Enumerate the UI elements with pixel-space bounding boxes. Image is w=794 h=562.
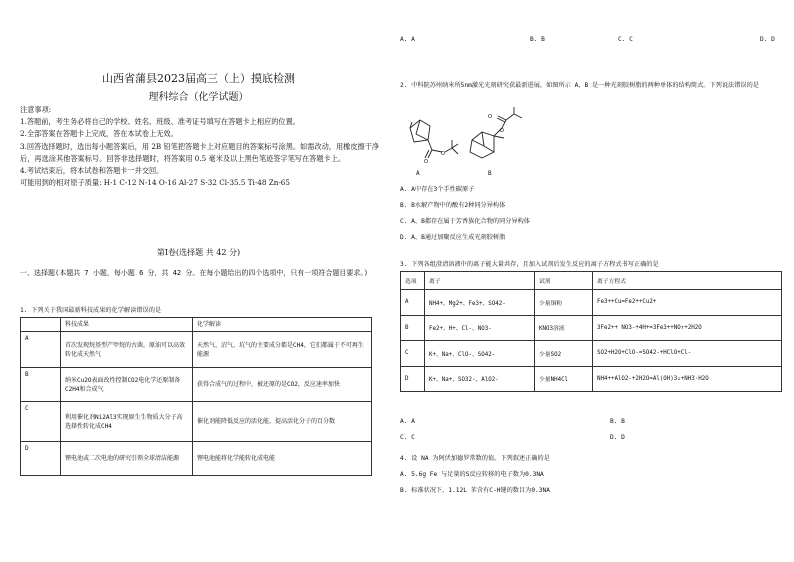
section-instruction: 一、选择题(本题共 7 小题，每小题 6 分，共 42 分。在每小题给出的四个选项中，只有一项符合题目要求。) xyxy=(20,269,369,277)
table-cell: NH4++AlO2-+2H2O=Al(OH)3↓+NH3·H2O xyxy=(593,366,782,392)
table-cell: A xyxy=(401,290,425,316)
table-cell: 利用催化剂Ni2Al3实现原生生物质大分子高选择性转化成CH4 xyxy=(61,402,193,442)
table-cell: 锂电池能将化学能转化成电能 xyxy=(193,442,372,476)
table-header-row xyxy=(21,318,372,332)
table-row xyxy=(21,442,372,476)
table-cell: D xyxy=(401,366,425,392)
note-item: 3.回答选择题时，选出每小题答案后，用 2B 铅笔把答题卡上对应题目的答案标号涂黑。如需改动，用橡皮擦干净后，再选涂其他答案标号。回答非选择题时，将答案用 0.5 毫米及以上黑色笔迹签字笔写在答题卡上。 xyxy=(20,141,380,163)
question-4-stem: 4. 设 NA 为阿伏加德罗常数的值。下列叙述正确的是 xyxy=(400,455,550,462)
molecule-b-label: B xyxy=(488,170,492,177)
option: A. 5.6g Fe 与足量的S反应转移的电子数为0.3NA xyxy=(400,471,544,478)
table-header-row xyxy=(401,272,782,290)
table-cell: SO2+H2O+ClO-=SO42-+HClO+Cl- xyxy=(593,341,782,367)
option: D. D xyxy=(760,36,775,43)
table-header-cell: 离子 xyxy=(425,272,535,290)
table-header-cell: 化学解读 xyxy=(193,318,372,332)
section-title: 第Ⅰ卷(选择题 共 42 分) xyxy=(156,248,241,257)
question-4 xyxy=(400,451,550,499)
question-3-stem: 3. 下列各组澄清溶液中的离子能大量共存，且加入试剂后发生反应的离子方程式书写正确的是 xyxy=(400,261,659,268)
table-cell: C xyxy=(401,341,425,367)
table-cell: 锂电池或二次电池的研究引领全球清洁能源 xyxy=(61,442,193,476)
svg-text:O: O xyxy=(488,114,492,120)
svg-text:O: O xyxy=(424,159,428,165)
table-header-cell: 试剂 xyxy=(535,272,593,290)
table-cell: K+、Na+、SO32-、AlO2- xyxy=(425,366,535,392)
svg-text:O: O xyxy=(441,151,445,157)
option: C. A、B都存在属于芳香族化合物的同分异构体 xyxy=(400,218,530,225)
table-cell: 少量NH4Cl xyxy=(535,366,593,392)
note-item: 4.考试结束后，将本试卷和答题卡一并交回。 xyxy=(20,166,164,176)
table-row xyxy=(21,332,372,368)
table-cell: 少量铜粉 xyxy=(535,290,593,316)
notes-heading: 注意事项: xyxy=(20,105,52,114)
table-row xyxy=(21,402,372,442)
table-header-cell: 选项 xyxy=(401,272,425,290)
notes-block xyxy=(20,104,388,189)
option: C. C xyxy=(618,36,633,43)
option: B. B水解产物中的酸有2种同分异构体 xyxy=(400,202,506,209)
table-row xyxy=(401,315,782,341)
option: A. A xyxy=(400,36,415,43)
option: D. D xyxy=(610,434,625,441)
table-header-cell: 科技成果 xyxy=(61,318,193,332)
question-3-table xyxy=(400,271,782,392)
molecule-a-structure xyxy=(402,110,462,170)
exam-subtitle: 理科综合（化学试题） xyxy=(148,92,249,103)
option: C. C xyxy=(400,434,415,441)
atomic-masses: 可能用到的相对原子质量: H-1 C-12 N-14 O-16 Al-27 S-32 Cl-35.5 Ti-48 Zn-65 xyxy=(20,178,290,188)
question-2-stem: 2. 中科院苏州纳米所5nm激光光刻研究获最新进展，如图所示 A、B 是一种光刻胶树脂的两种单体的结构简式。下列说法错误的是 xyxy=(400,82,759,89)
table-cell: B xyxy=(21,368,61,402)
option: B. B xyxy=(610,418,625,425)
option: D. A、B通过加聚反应生成光刻胶树脂 xyxy=(400,234,506,241)
table-row xyxy=(21,368,372,402)
molecule-b-structure xyxy=(458,104,528,168)
table-cell: KNO3溶液 xyxy=(535,315,593,341)
question-2-options xyxy=(400,182,530,246)
table-cell: NH4+、Mg2+、Fe3+、SO42- xyxy=(425,290,535,316)
table-cell: Fe2+、H+、Cl-、NO3- xyxy=(425,315,535,341)
table-cell: 纳米Cu2O表面改性控制CO2电化学还原制备C2H4和合成气 xyxy=(61,368,193,402)
table-row xyxy=(401,366,782,392)
table-cell: 首次发现烷基型产甲烷的古菌，原油可以高效转化成天然气 xyxy=(61,332,193,368)
table-cell: 催化剂能降低反应的活化能，提高活化分子的百分数 xyxy=(193,402,372,442)
note-item: 2.全部答案在答题卡上完成，答在本试卷上无效。 xyxy=(20,129,178,139)
question-1-table xyxy=(20,317,372,476)
table-cell: 少量SO2 xyxy=(535,341,593,367)
table-cell: 获得合成气的过程中，被还原的是CO2，反应速率加快 xyxy=(193,368,372,402)
table-cell: B xyxy=(401,315,425,341)
table-row xyxy=(401,341,782,367)
exam-title: 山西省蒲县2023届高三（上）摸底检测 xyxy=(102,72,295,85)
question-1-stem: 1. 下列关于我国最新科技成果的化学解读错误的是 xyxy=(20,307,162,314)
molecule-a-label: A xyxy=(416,170,420,177)
table-cell: 3Fe2++ NO3-+4H+=3Fe3++NO↑+2H2O xyxy=(593,315,782,341)
option: B. B xyxy=(530,36,545,43)
option: A. A xyxy=(400,418,415,425)
table-row xyxy=(401,290,782,316)
note-item: 1.答题前，考生务必将自己的学校、姓名、班级、准考证号填写在答题卡上相应的位置。 xyxy=(20,117,300,127)
left-column xyxy=(0,0,390,562)
option: A. A中存在3个手性碳原子 xyxy=(400,186,475,193)
table-cell: K+、Na+、ClO-、SO42- xyxy=(425,341,535,367)
table-cell: Fe3++Cu=Fe2++Cu2+ xyxy=(593,290,782,316)
table-cell: D xyxy=(21,442,61,476)
table-cell: 天然气、沼气、坑气的主要成分都是CH4，它们都属于不可再生能源 xyxy=(193,332,372,368)
table-cell xyxy=(21,318,61,332)
table-cell: C xyxy=(21,402,61,442)
svg-text:O: O xyxy=(500,128,504,134)
table-cell: A xyxy=(21,332,61,368)
option: B. 标准状况下，1.12L 苯含有C-H键的数目为0.3NA xyxy=(400,487,550,494)
table-header-cell: 离子方程式 xyxy=(593,272,782,290)
